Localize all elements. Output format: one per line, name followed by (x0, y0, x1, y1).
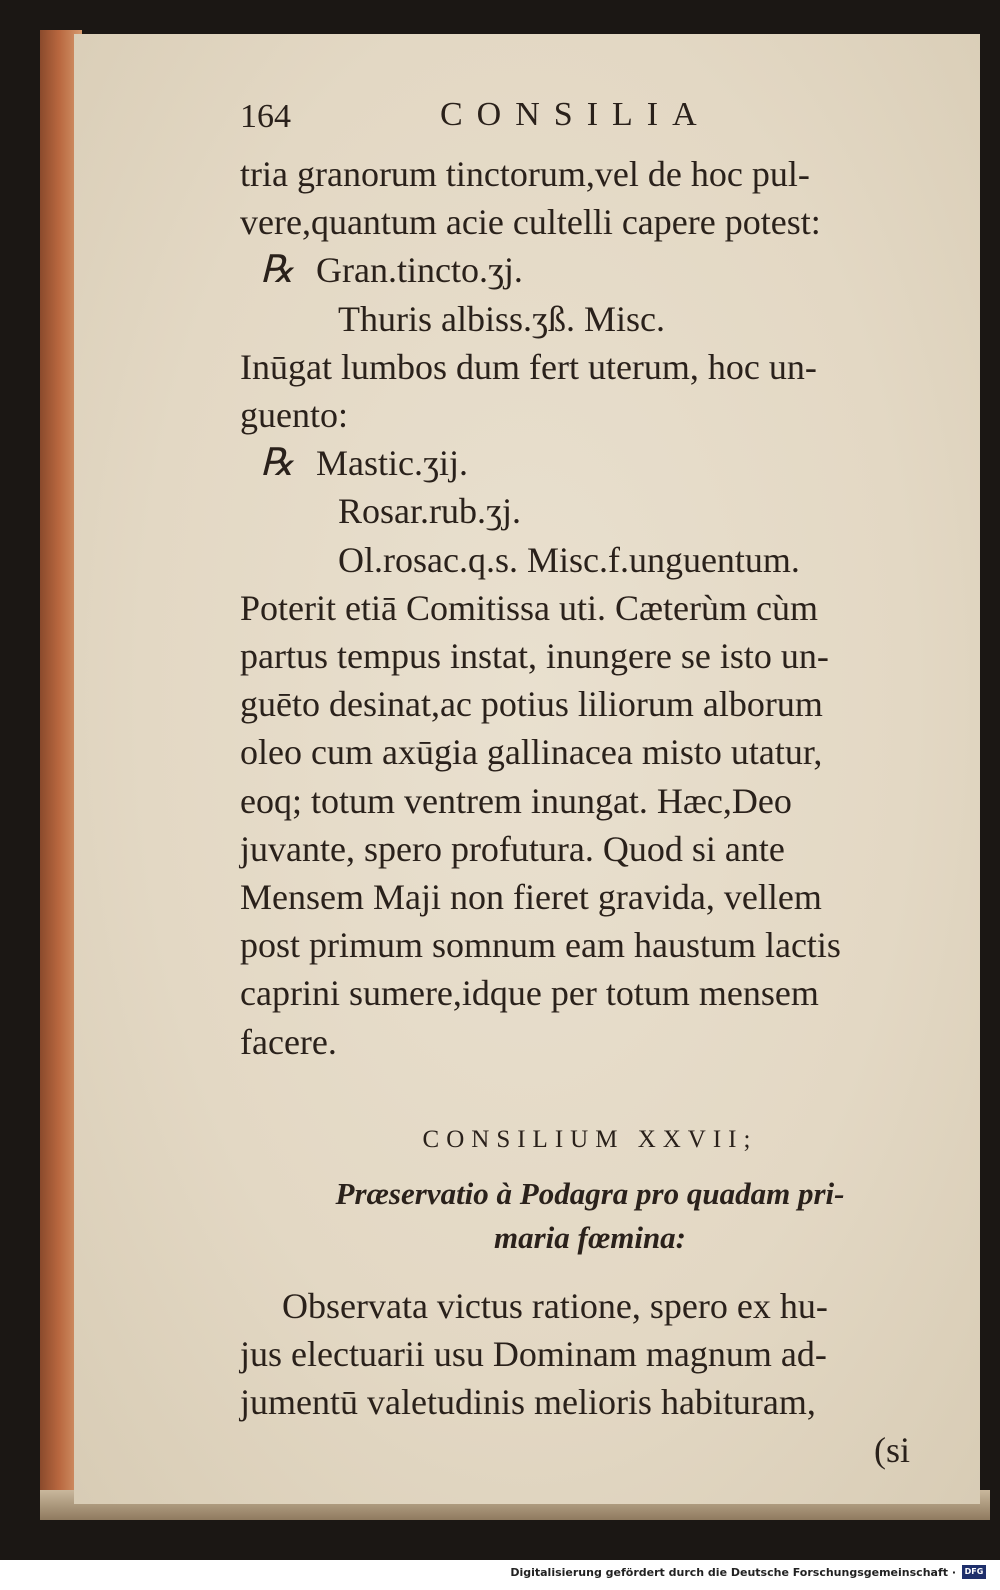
recipe-ingredient: Ol.rosac.q.s. Misc.f.unguentum. (338, 539, 800, 580)
text-line: tria granorum tinctorum,vel de hoc pul- (240, 154, 810, 194)
recipe-ingredient: Gran.tincto.ʒj. (316, 250, 523, 291)
page-text (240, 90, 940, 1474)
recipe-symbol-icon: ℞ (260, 249, 295, 292)
dfg-logo-icon: DFG (962, 1565, 986, 1579)
text-line: eoq; totum ventrem inungat. Hæc,Deo (240, 780, 792, 821)
page-number: 164 (240, 98, 291, 135)
text-line: guento: (240, 395, 348, 436)
text-line: guēto desinat,ac potius liliorum alborum (240, 684, 823, 725)
text-line: oleo cum axūgia gallinacea misto utatur, (240, 732, 823, 773)
text-line: jumentū valetudinis melioris habituram, (240, 1382, 816, 1423)
recipe-ingredient: Mastic.ʒij. (316, 443, 468, 484)
running-head (240, 90, 940, 150)
spacer (240, 1260, 940, 1282)
text-line: Poterit etiā Comitissa uti. Cæterùm cùm (240, 587, 818, 628)
recipe-symbol-icon: ℞ (260, 442, 295, 485)
text-line: post primum somnum eam haustum lactis (240, 925, 841, 966)
recipe-ingredient: Thuris albiss.ʒß. Misc. (338, 298, 665, 339)
section-subheading: Præservatio à Podagra pro quadam pri- (335, 1175, 845, 1211)
running-title: CONSILIA (440, 96, 711, 133)
text-line: juvante, spero profutura. Quod si ante (240, 828, 785, 869)
text-line: Observata victus ratione, spero ex hu- (282, 1285, 828, 1326)
recipe-line (240, 246, 940, 294)
footer-bar (0, 1560, 1000, 1590)
catchword: (si (874, 1430, 910, 1471)
text-line: vere,quantum acie cultelli capere potest: (240, 202, 821, 243)
footer-credit: Digitalisierung gefördert durch die Deutsche Forschungsgemeinschaft · (510, 1566, 956, 1579)
recipe-line (240, 439, 940, 487)
text-line: Mensem Maji non fieret gravida, vellem (240, 877, 822, 918)
text-line: Inūgat lumbos dum fert uterum, hoc un- (240, 346, 817, 387)
section-heading: CONSILIUM XXVII; (422, 1125, 758, 1153)
text-line: jus electuarii usu Dominam magnum ad- (240, 1334, 827, 1375)
text-line: partus tempus instat, inungere se isto un- (240, 636, 829, 677)
section-subheading: maria fœmina: (493, 1219, 687, 1255)
recipe-ingredient: Rosar.rub.ʒj. (338, 491, 521, 532)
text-line: facere. (240, 1021, 337, 1062)
text-line: caprini sumere,idque per totum mensem (240, 973, 819, 1014)
